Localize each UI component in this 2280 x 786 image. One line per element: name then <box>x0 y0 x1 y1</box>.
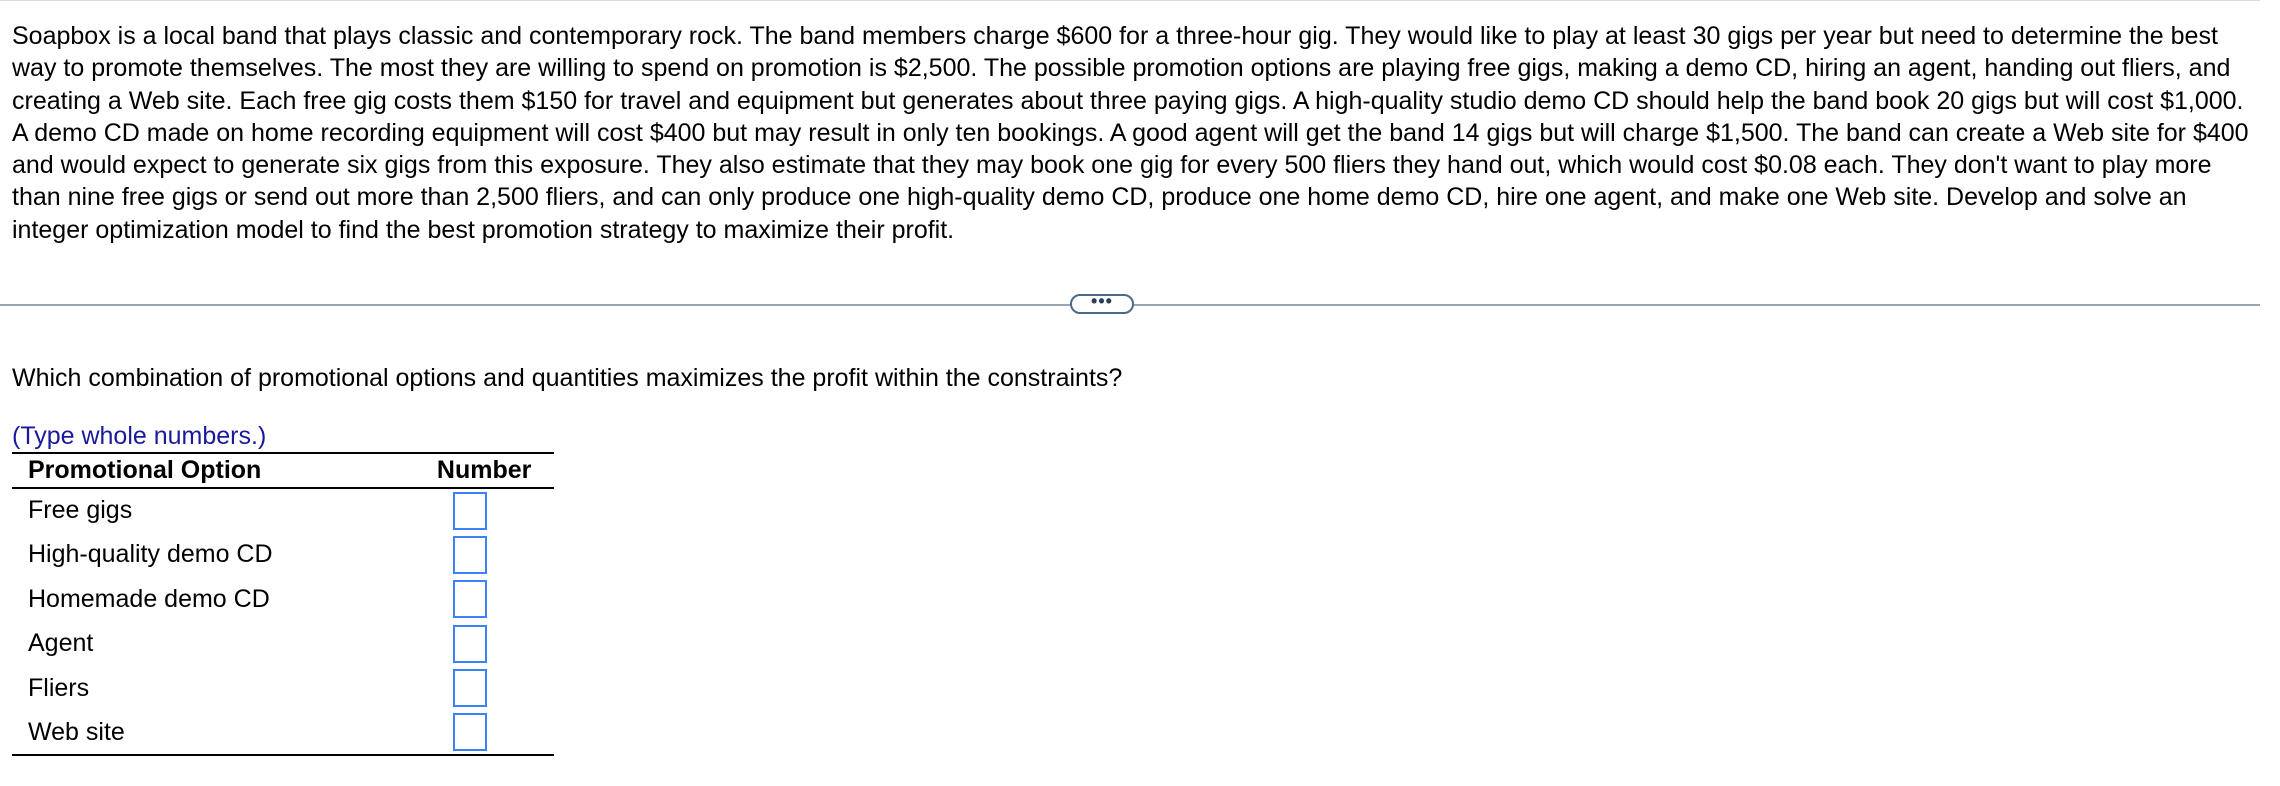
table-row-fliers <box>12 666 554 711</box>
web-site-input[interactable] <box>453 713 487 751</box>
ellipsis-icon: ••• <box>1091 291 1113 311</box>
option-label-high-quality-demo-cd: High-quality demo CD <box>28 540 273 569</box>
table-row-web-site <box>12 711 554 756</box>
table-row-homemade-demo-cd <box>12 577 554 622</box>
table-row-agent <box>12 622 554 667</box>
high-quality-demo-cd-input[interactable] <box>453 536 487 574</box>
option-label-homemade-demo-cd: Homemade demo CD <box>28 584 270 613</box>
problem-statement: Soapbox is a local band that plays classic and contemporary rock. The band members charge $600 for a three-hour gig. They would like to play at least 30 gigs per year but need to determine the best way to promote themselves. The most they are willing to spend on promotion is $2,500. The possible promotion options are playing free gigs, making a demo CD, hiring an agent, handing out fliers, and creating a Web site. Each free gig costs them $150 for travel and equipment but generates about three paying gigs. A high-quality studio demo CD should help the band book 20 gigs but will cost $1,000. A demo CD made on home recording equipment will cost $400 but may result in only ten bookings. A good agent will get the band 14 gigs but will charge $1,500. The band can create a Web site for $400 and would expect to generate six gigs from this exposure. They also estimate that they may book one gig for every 500 fliers they hand out, which would cost $0.08 each. They don't want to play more than nine free gigs or send out more than 2,500 fliers, and can only produce one high-quality demo CD, produce one home demo CD, hire one agent, and make one Web site. Develop and solve an integer optimization model to find the best promotion strategy to maximize their profit. <box>12 22 2249 244</box>
header-promotional-option: Promotional Option <box>28 456 262 484</box>
header-number: Number <box>436 456 532 484</box>
input-hint: (Type whole numbers.) <box>12 422 267 450</box>
question-text: Which combination of promotional options and quantities maximizes the profit within the constraints? <box>12 364 1123 392</box>
homemade-demo-cd-input[interactable] <box>453 580 487 618</box>
table-row-free-gigs <box>12 488 554 533</box>
free-gigs-input[interactable] <box>453 492 487 530</box>
fliers-input[interactable] <box>453 669 487 707</box>
table-header-row <box>12 453 554 488</box>
agent-input[interactable] <box>453 625 487 663</box>
answer-table <box>12 452 554 756</box>
option-label-free-gigs: Free gigs <box>28 496 133 525</box>
top-border <box>0 0 2260 1</box>
option-label-fliers: Fliers <box>28 673 90 702</box>
option-label-agent: Agent <box>28 629 94 658</box>
expand-collapse-button[interactable] <box>1070 291 1134 314</box>
table-row-high-quality-demo-cd <box>12 533 554 578</box>
option-label-web-site: Web site <box>28 717 125 746</box>
